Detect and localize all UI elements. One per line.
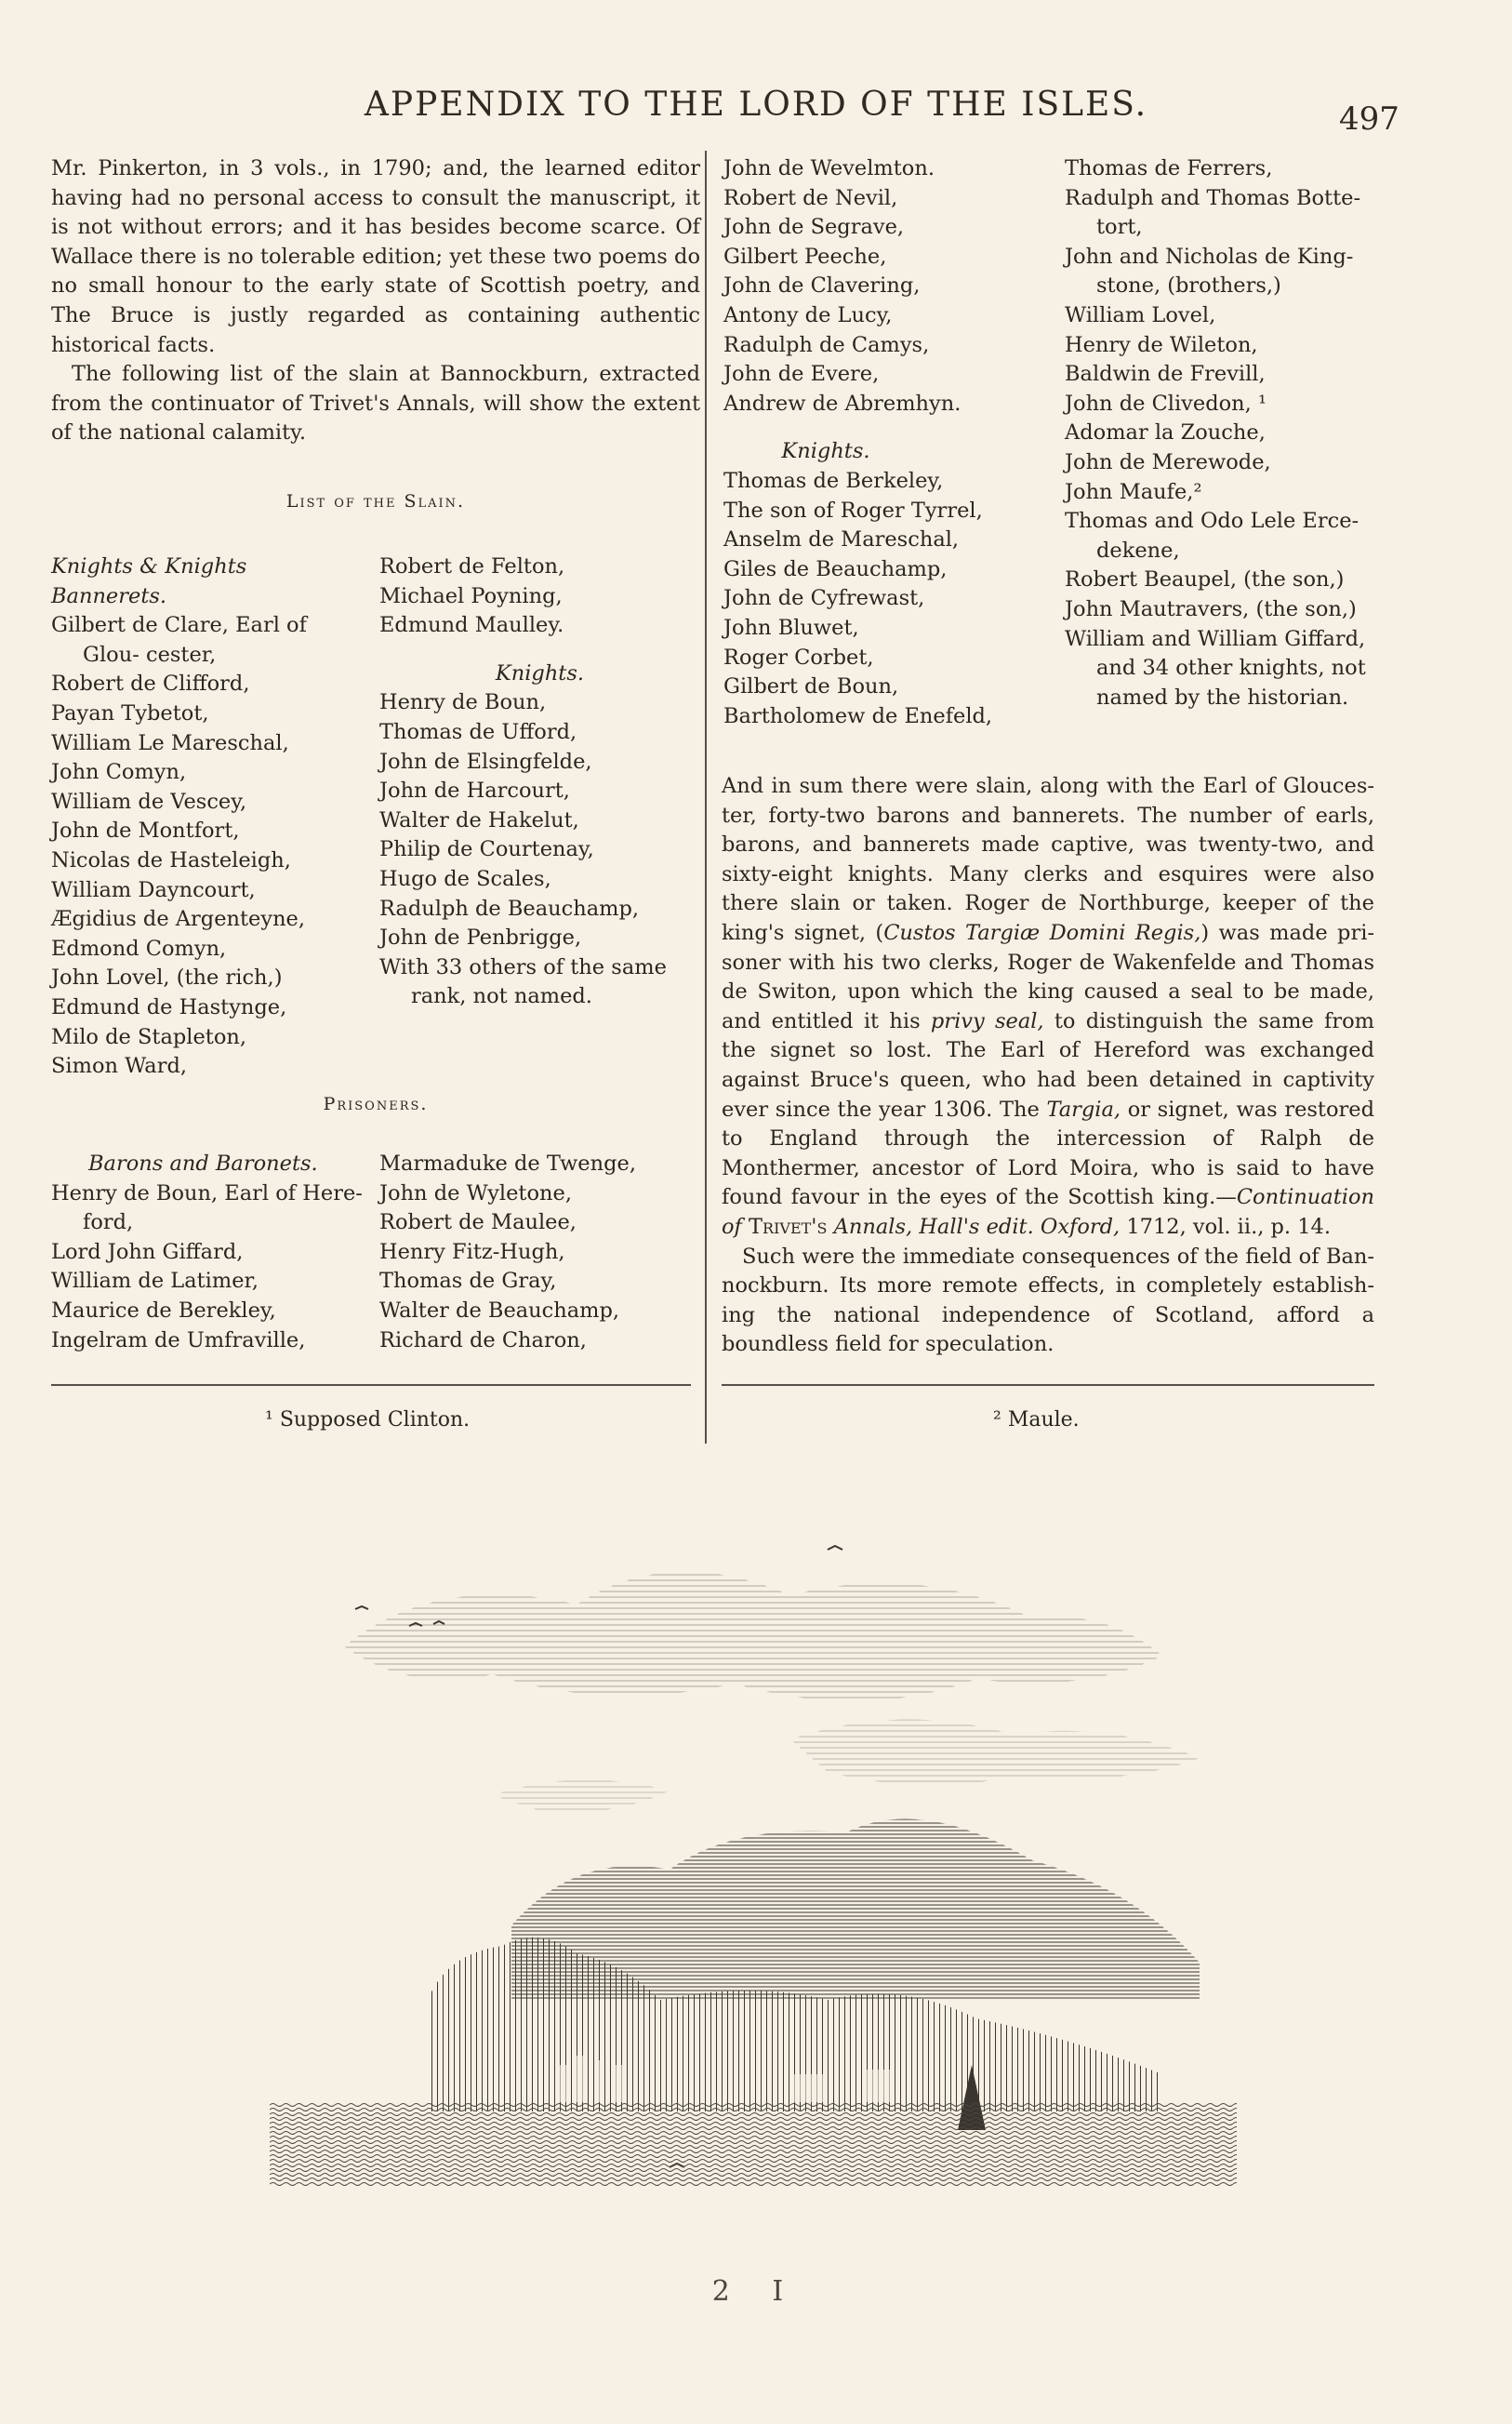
page-number: 497 bbox=[1339, 100, 1399, 138]
list-item: Henry de Boun, Earl of Here- ford, bbox=[51, 1180, 363, 1235]
list-item: Thomas de Ufford, bbox=[379, 719, 577, 744]
list-item: Walter de Hakelut, bbox=[379, 807, 579, 832]
intro-paragraph-2: The following list of the slain at Bannockburn, extracted from the continuator of Trivet's Annals, will show the extent of the national calamity. bbox=[51, 362, 700, 446]
list-item: Henry de Boun, bbox=[379, 690, 547, 715]
list-item: Gilbert Peeche, bbox=[723, 244, 887, 269]
list-item: Henry de Wileton, bbox=[1065, 332, 1258, 357]
list-item: Radulph de Beauchamp, bbox=[379, 896, 640, 921]
list-item: Nicolas de Hasteleigh, bbox=[51, 847, 291, 872]
list-item: John de Segrave, bbox=[723, 215, 905, 240]
list-item: Robert de Maulee, bbox=[379, 1210, 577, 1235]
list-item: John Comyn, bbox=[51, 760, 187, 785]
knights-heading-right: Knights. bbox=[781, 439, 870, 464]
prisoners-list-b bbox=[379, 1150, 700, 1355]
list-item: John de Merewode, bbox=[1065, 449, 1271, 474]
list-item: John de Harcourt, bbox=[379, 779, 570, 804]
list-item: John de Wyletone, bbox=[379, 1180, 572, 1205]
list-item: With 33 others of the same rank, not named. bbox=[379, 954, 667, 1009]
list-item: Philip de Courtenay, bbox=[379, 837, 594, 862]
right-list-b bbox=[1065, 154, 1381, 713]
paragraph-slain-summary: And in sum there were slain, along with the Earl of Glouces- ter, forty-two barons and bannerets. The number of earls, barons, and bannerets made captive, was twenty-two, and sixty-eight knights. Many clerks and esquires were also there slain or taken. Roger de Northburge, keeper of the king's signet, (Custos Targiæ Domini Regis,) was made pri- soner with his two clerks, Roger de Wakenfelde and Thomas de Switon, upon which the king caused a seal to be made, and entitled it his privy seal, to distinguish the same from the signet so lost. The Earl of Hereford was exchanged against Bruce's queen, who had been detained in captivity ever since the year 1306. The Targia, or signet, was restored to England through the intercession of Ralph de Monthermer, ancestor of Lord Moira, who is said to have found favour in the eyes of the Scottish king.—Continuation of Trivet's Annals, Hall's edit. Oxford, 1712, vol. ii., p. 14. bbox=[722, 774, 1375, 1239]
slain-list-a bbox=[51, 553, 367, 1082]
footnote-1: ¹ Supposed Clinton. bbox=[265, 1408, 471, 1432]
list-item: Thomas de Ferrers, bbox=[1065, 156, 1273, 180]
list-item: Richard de Charon, bbox=[379, 1327, 587, 1352]
list-item: Lord John Giffard, bbox=[51, 1239, 244, 1264]
list-item: Roger Corbet, bbox=[723, 645, 874, 670]
left-intro bbox=[51, 154, 700, 448]
list-item: John Bluwet, bbox=[723, 615, 859, 640]
list-item: Simon Ward, bbox=[51, 1054, 188, 1079]
right-paragraphs bbox=[722, 772, 1374, 1360]
slain-list-b bbox=[379, 553, 700, 1012]
list-item: Antony de Lucy, bbox=[723, 302, 893, 327]
list-item: Robert de Nevil, bbox=[723, 185, 898, 210]
list-item: Edmond Comyn, bbox=[51, 936, 227, 961]
list-item: Baldwin de Frevill, bbox=[1065, 362, 1266, 387]
right-list-a bbox=[723, 154, 1058, 731]
list-item: Thomas de Berkeley, bbox=[723, 468, 944, 493]
list-item: Giles de Beauchamp, bbox=[723, 556, 948, 581]
engraving-staffa-island bbox=[270, 1516, 1237, 2186]
list-item: Thomas and Odo Lele Erce- dekene, bbox=[1065, 509, 1359, 563]
list-item: John de Cyfrewast, bbox=[723, 586, 925, 611]
prisoners-list-a bbox=[51, 1150, 367, 1355]
slain-title: List of the Slain. bbox=[285, 491, 466, 512]
list-item: John de Clavering, bbox=[723, 273, 921, 299]
list-item: John de Elsingfelde, bbox=[379, 749, 592, 774]
list-item: Payan Tybetot, bbox=[51, 700, 209, 726]
list-item: William Lovel, bbox=[1065, 302, 1216, 327]
list-item: Radulph de Camys, bbox=[723, 332, 930, 357]
list-item: William Dayncourt, bbox=[51, 877, 256, 902]
list-item: John de Montfort, bbox=[51, 819, 240, 844]
list-item: Adomar la Zouche, bbox=[1065, 420, 1266, 446]
footnote-rule-left bbox=[51, 1384, 691, 1386]
list-item: Ingelram de Umfraville, bbox=[51, 1327, 306, 1352]
running-head: APPENDIX TO THE LORD OF THE ISLES. bbox=[364, 86, 1148, 124]
list-item: Maurice de Berekley, bbox=[51, 1298, 276, 1323]
list-item: John de Penbrigge, bbox=[379, 926, 582, 951]
list-item: Michael Poyning, bbox=[379, 583, 563, 608]
list-item: Ægidius de Argenteyne, bbox=[51, 907, 306, 932]
list-item: Gilbert de Clare, Earl of Glou- cester, bbox=[51, 613, 307, 667]
list-item: Thomas de Gray, bbox=[379, 1269, 557, 1294]
list-item: Robert de Clifford, bbox=[51, 672, 250, 697]
list-item: William and William Giffard, and 34 other knights, not named by the historian. bbox=[1065, 626, 1366, 710]
footnote-rule-right bbox=[722, 1384, 1374, 1386]
list-item: John Mautravers, (the son,) bbox=[1065, 596, 1357, 621]
list-item: John Lovel, (the rich,) bbox=[51, 966, 283, 991]
list-item: Bartholomew de Enefeld, bbox=[723, 703, 993, 728]
paragraph-consequences: Such were the immediate consequences of the field of Ban- nockburn. Its more remote effects, in completely establish- ing the national independence of Scotland, afford a boundless field for speculation. bbox=[722, 1244, 1374, 1357]
list-item: Henry Fitz-Hugh, bbox=[379, 1239, 565, 1264]
list-item: Marmaduke de Twenge, bbox=[379, 1152, 636, 1176]
list-item: William de Vescey, bbox=[51, 789, 247, 814]
list-item: Walter de Beauchamp, bbox=[379, 1298, 620, 1323]
list-item: Robert de Felton, bbox=[379, 554, 565, 579]
list-item: Gilbert de Boun, bbox=[723, 674, 899, 699]
knights-bannerets-heading: Knights & Knights Bannerets. bbox=[51, 554, 247, 608]
list-item: William de Latimer, bbox=[51, 1269, 259, 1294]
list-item: Milo de Stapleton, bbox=[51, 1024, 247, 1049]
list-item: John de Wevelmton. bbox=[723, 156, 935, 180]
signature-mark: 2 I bbox=[711, 2275, 801, 2308]
list-item: John de Clivedon, ¹ bbox=[1065, 391, 1267, 416]
list-item: John de Evere, bbox=[723, 362, 880, 387]
list-item: William Le Mareschal, bbox=[51, 730, 289, 755]
list-item: John Maufe,² bbox=[1065, 479, 1202, 504]
list-item: The son of Roger Tyrrel, bbox=[723, 498, 983, 523]
list-item: John and Nicholas de King- stone, (brothers,) bbox=[1065, 244, 1354, 299]
column-divider bbox=[705, 151, 707, 1444]
list-item: Anselm de Mareschal, bbox=[723, 527, 960, 553]
list-item: Radulph and Thomas Botte- tort, bbox=[1065, 185, 1361, 240]
knights-heading: Knights. bbox=[495, 660, 585, 686]
list-item: Robert Beaupel, (the son,) bbox=[1065, 567, 1345, 593]
list-item: Edmund Maulley. bbox=[379, 613, 564, 638]
list-item: Hugo de Scales, bbox=[379, 866, 551, 891]
barons-heading: Barons and Baronets. bbox=[88, 1152, 318, 1176]
list-item: Andrew de Abremhyn. bbox=[723, 391, 962, 416]
intro-paragraph-1: Mr. Pinkerton, in 3 vols., in 1790; and, the learned editor having had no personal access to consult the manuscript, it is not without errors; and it has besides become scarce. Of Wallace there is no tolerable edition; yet these two poems do no small honour to the early state of Scottish poetry, and The Bruce is justly regarded as containing authentic historical facts. bbox=[51, 156, 700, 357]
footnote-2: ² Maule. bbox=[993, 1408, 1080, 1432]
list-item: Edmund de Hastynge, bbox=[51, 994, 287, 1019]
prisoners-title: Prisoners. bbox=[323, 1094, 429, 1114]
